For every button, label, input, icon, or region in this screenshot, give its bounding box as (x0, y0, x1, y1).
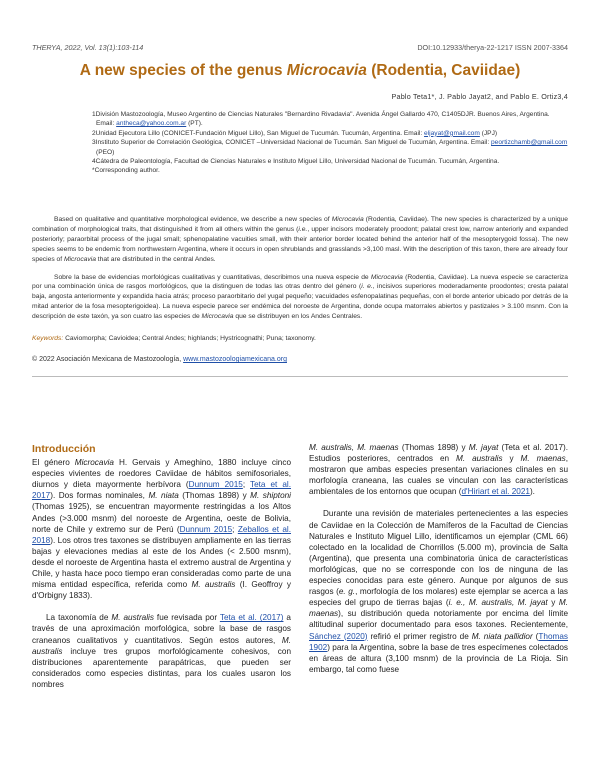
email-link[interactable]: antheca@yahoo.com.ar (116, 120, 187, 128)
title-genus: Microcavia (286, 62, 367, 79)
reference-link[interactable]: Teta et al. (2017) (219, 613, 284, 623)
paragraph: M. australis, M. maenas (Thomas 1898) y M. jayat (Teta et al. 2017). Estudios posteriores, centrados en M. australis y M. maenas, mostraron que ambas especies presentan variaciones clinales en su morfología craneana, las cuales se vinculan con las características ambientales de los entornos que ocupan (d'Hiriart et al. 2021). (309, 443, 569, 497)
affiliation-2: 2Unidad Ejecutora Lillo (CONICET-Fundación Miguel Lillo), San Miguel de Tucumán. Tucumán, Argentina. Email: eljayat@gmail.com (JPJ) (92, 129, 498, 137)
reference-link[interactable]: d'Hiriart et al. 2021 (461, 487, 530, 497)
keywords-label: Keywords: (32, 335, 64, 342)
title-text-end: (Rodentia, Caviidae) (366, 62, 521, 79)
society-website-link[interactable]: www.mastozoologiamexicana.org (183, 356, 287, 363)
affiliation-1: 1División Mastozoología, Museo Argentino de Ciencias Naturales "Bernardino Rivadavia". Avenida Ángel Gallardo 470, C1405DJR. Buenos Aires, Argentina. Email: antheca@yahoo.com.ar (PT). (92, 111, 550, 128)
keywords-text: Caviomorpha; Cavioidea; Central Andes; highlands; Hystricognathi; Puna; taxonomy. (63, 335, 316, 342)
paragraph: Durante una revisión de materiales pertenecientes a las especies de Caviidae en la Colección de Mamíferos de la Facultad de Ciencias Naturales e Instituto Miguel Lillo, identificamos un ejemplar (CML 66) colectado en la localidad de Chorrillos (5.000 m), provincia de Salta (Argentina), que presenta una combinatoria única de características morfológicas, que no se corresponde con los de ninguna de las especies conocidas para este género. Aunque por algunos de sus rasgos (e. g., morfología de los molares) este ejemplar se acerca a las especies del grupo de tierras bajas (i. e., M. australis, M. jayat y M. maenas), su distribución queda notoriamente por encima del límite altitudinal superior documentado para esos taxones. Recientemente, Sánchez (2020) refirió el primer registro de M. niata pallidior (Thomas 1902) para la Argentina, sobre la base de tres especímenes colectados en áreas de altura (3,100 msnm) de la provincia de La Rioja. Sin embargo, tal como fuese (309, 509, 568, 674)
section-heading-introduccion: Introducción (32, 443, 96, 455)
running-header (32, 43, 568, 57)
abstract (32, 215, 568, 330)
reference-link[interactable]: Dunnum 2015 (179, 524, 233, 534)
email-link[interactable]: peortizchamb@gmail.com (491, 139, 568, 147)
section-divider (32, 376, 568, 377)
keywords (32, 335, 316, 342)
affiliation-4: 4Cátedra de Paleontología, Facultad de Ciencias Naturales e Instituto Miguel Lillo, Universidad Nacional de Tucumán. Tucumán, Argentina. (92, 158, 500, 166)
abstract-spanish: Sobre la base de evidencias morfológicas cualitativas y cuantitativas, describimos una nueva especie de Microcavia (Rodentia, Caviidae). La nueva especie se caracteriza por una combinación única de rasgos morfológicos, que la distinguen de todas las otras dentro del género (i. e., incisivos superiores moderadamente proodontes; cresta palatal baja, angosta anteriormente y expandida hacia atrás; proceso paraorbitario del yugal pequeño; vacuidades esfenopalatinas pequeñas, con el borde anterior ubicado por detrás de la mitad anterior de la fosa mesopterigoidea). La nueva especie parece ser endémica del noroeste de Argentina, donde ocupa matorrales abiertos y pastizales > 3.100 msnm. Con la descripción de este taxón, ya son cuatro las especies de Microcavia que se distribuyen en los Andes Centrales. (32, 273, 568, 321)
paragraph: La taxonomía de M. australis fue revisada por Teta et al. (2017) a través de una aproximación morfológica, sobre la base de rasgos craneanos cualitativos y cuantitativos. Según estos autores, M. australis incluye tres grupos morfológicamente cohesivos, con distribuciones aparentemente parapátricas, que pueden ser considerados como especies distintas, para los cuales usaron los nombres (32, 613, 291, 689)
reference-link[interactable]: Sánchez (2020) (309, 631, 368, 641)
doi-issn: DOI:10.12933/therya-22-1217 ISSN 2007-3364 (417, 43, 568, 52)
article-title (32, 62, 568, 80)
paragraph: El género Microcavia H. Gervais y Ameghino, 1880 incluye cinco especies vivientes de roedores Caviidae de hábitos semifosoriales, diurnos y dieta mayormente herbívora (Dunnum 2015; Teta et al. 2017). Dos formas nominales, M. niata (Thomas 1898) y M. shiptoni (Thomas 1925), se encuentran mayormente restringidas a los Altos Andes (>3.000 msnm) del noroeste de Argentina, oeste de Bolivia, norte de Chile y extremo sur de Perú (Dunnum 2015; Zeballos et al. 2018). Los otros tres taxones se distribuyen ampliamente en las tierras bajas y elevaciones medias al este de los Andes (< 2.500 msnm), desde el noroeste de Argentina hasta el extremo austral de Argentina y Chile, y hasta hace poco tiempo eran consideradas como parte de una misma entidad específica, referida como M. australis (I. Geoffroy y d'Orbigny 1833). (32, 458, 291, 601)
reference-link[interactable]: Dunnum 2015 (188, 480, 243, 490)
affiliation-3: 3Instituto Superior de Correlación Geológica, CONICET –Universidad Nacional de Tucumán. San Miguel de Tucumán, Argentina. Email: peortizchamb@gmail.com (PEO) (92, 139, 568, 156)
reference-link[interactable]: Teta et al. 2017 (32, 480, 291, 501)
affiliations (92, 110, 568, 176)
reference-link[interactable]: Zeballos et al. 2018 (32, 524, 291, 545)
journal-citation: THERYA, 2022, Vol. 13(1):103-114 (32, 43, 144, 52)
email-link[interactable]: eljayat@gmail.com (424, 129, 480, 137)
corresponding-author-note: *Corresponding author. (92, 167, 160, 175)
body-column-left (32, 444, 291, 701)
author-list: Pablo Teta1*, J. Pablo Jayat2, and Pablo E. Ortiz3,4 (391, 92, 568, 101)
body-column-right (309, 442, 568, 686)
title-text: A new species of the genus (79, 62, 287, 79)
abstract-english: Based on qualitative and quantitative morphological evidence, we describe a new species of Microcavia (Rodentia, Caviidae). The new species is characterized by a unique combination of morphological traits, that distinguished it from all others within the genus (i.e., upper incisors moderately proodont; palatal crest low, narrow anteriorly and expanded posteriorly; paraorbital process of the jugal small; sphenopalatine vacuities small, with their anterior border located behind the anterior half of the mesopterygoid fossa). The new species seems to be endemic from northwestern Argentina, where it occurs in open shrublands and grasslands >3,100 masl. With the description of this taxon, there are already four species of Microcavia that are distributed in the central Andes. (32, 216, 568, 263)
copyright: © 2022 Asociación Mexicana de Mastozoología, www.mastozoologiamexicana.org (32, 356, 287, 363)
reference-link[interactable]: Thomas 1902 (309, 631, 568, 652)
